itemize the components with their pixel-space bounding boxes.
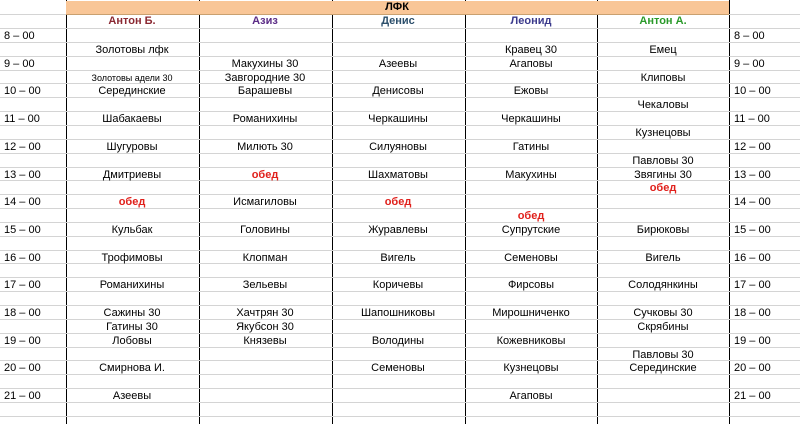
patient-entry: Серединские [629,362,697,374]
patient-entry: Силуяновы [369,141,427,153]
patient-entry: Клиповы [640,72,686,84]
patient-entry: Павловы 30 [632,349,694,361]
column-header: Леонид [510,15,552,27]
patient-entry: Шабакаевы [102,113,162,125]
time-label-right: 14 – 00 [734,196,771,208]
patient-entry: Гатины 30 [106,321,158,333]
time-label-left: 8 – 00 [4,30,35,42]
lunch-break: обед [118,196,146,208]
patient-entry: Сажины 30 [103,307,161,319]
patient-entry: Барашевы [237,85,293,97]
row-divider [0,277,800,278]
patient-entry: Семеновы [504,252,558,264]
time-label-right: 20 – 00 [734,362,771,374]
time-label-left: 18 – 00 [4,307,41,319]
patient-entry: Чекаловы [637,99,689,111]
time-label-right: 18 – 00 [734,307,771,319]
patient-entry: Серединские [98,85,166,97]
time-label-right: 8 – 00 [734,30,765,42]
patient-entry: Якубсон 30 [236,321,294,333]
time-label-right: 17 – 00 [734,279,771,291]
patient-entry: Черкашины [501,113,561,125]
patient-entry: Бирюковы [636,224,690,236]
time-label-left: 11 – 00 [4,113,40,125]
lunch-break: обед [649,182,677,194]
patient-entry: Клопман [242,252,288,264]
lunch-break: обед [251,169,279,181]
patient-entry: Князевы [243,335,287,347]
patient-entry: Исмагиловы [233,196,297,208]
patient-entry: Мирошниченко [492,307,570,319]
patient-entry: Шугуровы [106,141,158,153]
patient-entry: Журавлевы [368,224,428,236]
patient-entry: Лобовы [112,335,152,347]
patient-entry: Азеевы [112,390,152,402]
patient-entry: Солодянкины [628,279,698,291]
time-label-left: 15 – 00 [4,224,41,236]
patient-entry: Сучковы 30 [633,307,693,319]
time-label-right: 21 – 00 [734,390,771,402]
row-divider [0,28,800,29]
patient-entry: Скрябины [637,321,689,333]
time-label-left: 14 – 00 [4,196,41,208]
patient-entry: Романихины [232,113,298,125]
time-label-left: 20 – 00 [4,362,41,374]
patient-entry: Емец [649,44,677,56]
patient-entry: Ежовы [513,85,549,97]
row-divider [0,194,800,195]
time-label-left: 16 – 00 [4,252,41,264]
patient-entry: Головины [240,224,290,236]
patient-entry: Звягины 30 [634,169,692,181]
patient-entry: Коричевы [372,279,424,291]
patient-entry: Романихины [99,279,165,291]
time-label-right: 15 – 00 [734,224,771,236]
patient-entry: Азеевы [378,58,418,70]
page-title: ЛФК [385,1,409,13]
time-label-left: 17 – 00 [4,279,41,291]
patient-entry: Смирнова И. [99,362,165,374]
time-label-right: 13 – 00 [734,169,771,181]
time-label-left: 21 – 00 [4,390,41,402]
patient-entry: Золотовы лфк [95,44,169,56]
patient-entry: Зельевы [242,279,288,291]
time-label-left: 9 – 00 [4,58,35,70]
lunch-break: обед [384,196,412,208]
patient-entry: Макухины 30 [231,58,299,70]
row-divider [0,305,800,306]
patient-entry: Кузнецовы [635,127,691,139]
row-divider [0,222,800,223]
time-label-left: 13 – 00 [4,169,41,181]
time-label-right: 12 – 00 [734,141,771,153]
row-divider [0,388,800,389]
patient-entry: Золотовы адели 30 [91,73,173,83]
patient-entry: Супрутские [501,224,561,236]
patient-entry: Агаповы [509,390,553,402]
time-label-right: 9 – 00 [734,58,765,70]
time-label-right: 16 – 00 [734,252,771,264]
time-label-right: 10 – 00 [734,85,771,97]
patient-entry: Дмитриевы [102,169,162,181]
patient-entry: Вигель [380,252,416,264]
time-label-left: 12 – 00 [4,141,41,153]
patient-entry: Кульбак [111,224,153,236]
lunch-break: обед [517,210,545,222]
patient-entry: Кравец 30 [504,44,558,56]
column-header: Антон Б. [108,15,156,27]
patient-entry: Денисовы [372,85,424,97]
time-label-right: 11 – 00 [734,113,770,125]
time-label-left: 10 – 00 [4,85,41,97]
patient-entry: Милють 30 [237,141,293,153]
patient-entry: Агаповы [509,58,553,70]
row-divider [0,42,800,43]
patient-entry: Кожевниковы [496,335,566,347]
row-divider [0,250,800,251]
patient-entry: Вигель [645,252,681,264]
patient-entry: Трофимовы [101,252,163,264]
patient-entry: Семеновы [371,362,425,374]
patient-entry: Завгородние 30 [224,72,306,84]
patient-entry: Черкашины [368,113,428,125]
patient-entry: Фирсовы [507,279,555,291]
title-bar [66,1,729,15]
patient-entry: Володины [371,335,425,347]
column-header: Антон А. [639,15,687,27]
patient-entry: Павловы 30 [632,155,694,167]
patient-entry: Шахматовы [368,169,428,181]
time-label-left: 19 – 00 [4,335,41,347]
time-label-right: 19 – 00 [734,335,771,347]
column-header: Азиз [252,15,278,27]
patient-entry: Кузнецовы [503,362,559,374]
patient-entry: Шапошниковы [360,307,436,319]
column-header: Денис [381,15,415,27]
patient-entry: Хачтрян 30 [236,307,294,319]
patient-entry: Макухины [505,169,557,181]
row-divider [0,416,800,417]
patient-entry: Гатины [512,141,550,153]
